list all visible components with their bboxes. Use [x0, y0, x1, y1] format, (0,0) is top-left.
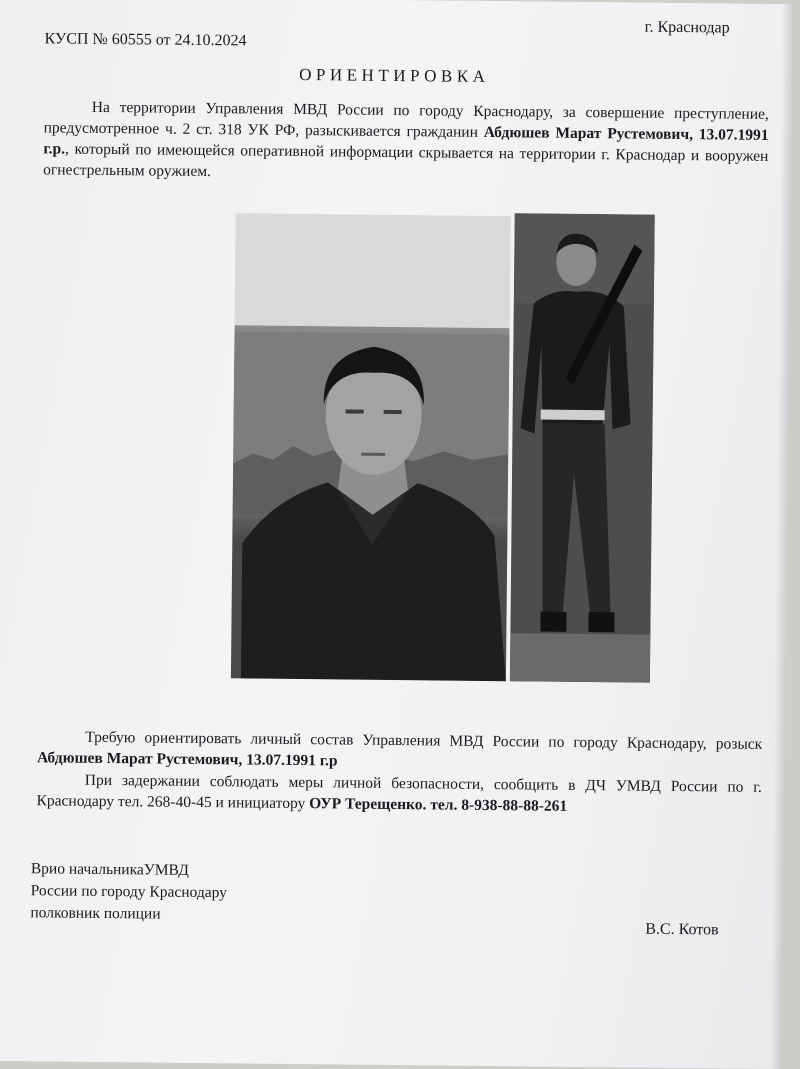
wanted-person-name-repeat: Абдюшев Марат Рустемович, 13.07.1991 г.р — [36, 749, 338, 770]
contact-info: ОУР Терещенко. тел. 8-938-88-88-261 — [309, 795, 568, 815]
registration-number: КУСП № 60555 от 24.10.2024 — [44, 30, 247, 50]
signatory-position: Врио начальникаУМВД — [30, 860, 189, 879]
signatory-name: В.С. Котов — [645, 920, 719, 939]
signatory-department: России по городу Краснодару — [30, 882, 228, 902]
portrait-photo — [231, 213, 511, 681]
paragraph-wanted-notice — [43, 96, 769, 188]
notice-text: На территории Управления МВД России по городу Краснодару, за совершение преступление, предусмотренное ч. 2 ст. 318 УК РФ, разыскивается гражданин — [43, 98, 769, 141]
order-text: Требую ориентировать личный состав Управления МВД России по городу Краснодару, розыск — [85, 728, 763, 753]
document-title: ОРИЕНТИРОВКА — [299, 64, 490, 86]
paragraph-safety-contact — [36, 769, 761, 819]
wanted-person-name: Абдюшев Марат Рустемович, 13.07.1991 г.р. — [43, 123, 769, 158]
page-edge-shadow — [771, 4, 792, 1069]
full-body-photo — [510, 213, 655, 682]
safety-text: При задержании соблюдать меры личной безопасности, сообщить в ДЧ УМВД России по г. Краснодару тел. 268-40-45 и инициатору — [36, 771, 762, 813]
signatory-rank: полковник полиции — [30, 904, 161, 923]
paragraph-orientation-order — [37, 726, 762, 776]
portrait-illustration — [231, 213, 511, 681]
notice-tail: , который по имеющейся оперативной информации скрывается на территории г. Краснодар и вооружен огнестрельным оружием. — [43, 140, 769, 181]
city-label: г. Краснодар — [644, 18, 730, 37]
full-body-illustration — [510, 213, 655, 682]
